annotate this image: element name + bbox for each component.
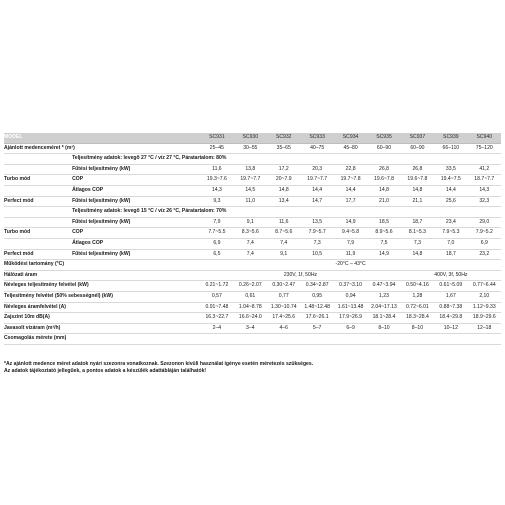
cell: 1.30~10.74 — [267, 302, 300, 313]
row-label: Átlagos COP — [72, 238, 200, 249]
row-label: Működési tartomány (°C) — [4, 260, 200, 271]
cell: 17.9~26.9 — [334, 313, 367, 324]
footnotes — [4, 361, 501, 375]
conditions-row — [4, 154, 501, 165]
cell: 6–9 — [334, 323, 367, 334]
row-label: Névleges teljesítmény felvétel (kW) — [4, 281, 200, 292]
cell: 1.12~9.33 — [468, 302, 501, 313]
cell: 14,8 — [267, 185, 300, 196]
cell: 25,6 — [434, 196, 467, 207]
cell: 19.7~7.8 — [334, 175, 367, 186]
cell: 6,9 — [468, 238, 501, 249]
cell: 1.04~8.78 — [234, 302, 267, 313]
cell: 2,10 — [468, 291, 501, 302]
cell: 20~7.9 — [267, 175, 300, 186]
cell: 0,61 — [234, 291, 267, 302]
model-name: SC940 — [468, 133, 501, 143]
model-name: SC934 — [334, 133, 367, 143]
cell: 41,2 — [468, 164, 501, 175]
cell: 12–18 — [468, 323, 501, 334]
avg-cop-row — [4, 238, 501, 249]
cell: 17,2 — [267, 164, 300, 175]
cell: 29,0 — [468, 217, 501, 228]
cell: 19.7~7.7 — [300, 175, 333, 186]
cell: 0.47~3.94 — [367, 281, 400, 292]
perfect-heating-row — [4, 249, 501, 260]
row-label: Fűtési teljesítmény (kW) — [72, 164, 200, 175]
row-label: Csomagolás mérete (mm) — [4, 334, 200, 345]
cell: 6,9 — [200, 238, 233, 249]
mode-label: Perfect mód — [4, 196, 72, 207]
cop-row — [4, 175, 501, 186]
cell: 26,8 — [367, 164, 400, 175]
cell: 40–75 — [300, 143, 333, 154]
cell: 21,1 — [401, 196, 434, 207]
model-name: SC930 — [234, 133, 267, 143]
single-phase-value: 230V, 1f, 50Hz — [200, 270, 401, 281]
cell: 2–4 — [200, 323, 233, 334]
cell: 23,4 — [434, 217, 467, 228]
operating-range-value: -20°C – 43°C — [200, 260, 501, 271]
cell: 0.30~2.47 — [267, 281, 300, 292]
cell: 14,9 — [367, 249, 400, 260]
cell: 19.7~7.7 — [234, 175, 267, 186]
header-row — [4, 133, 501, 143]
cell: 13,8 — [234, 164, 267, 175]
cell: 18.1~28.4 — [367, 313, 400, 324]
cell: 9,3 — [200, 196, 233, 207]
cell: 11,0 — [234, 196, 267, 207]
cell: 35–65 — [267, 143, 300, 154]
footnote: Az adatok tájékoztató jellegűek, a pontos adatok a készülék adattábláján találhatók! — [4, 368, 207, 375]
row-label: Névleges áramfelvétel (A) — [4, 302, 200, 313]
row-label: Átlagos COP — [72, 185, 200, 196]
cell: 30–55 — [234, 143, 267, 154]
cell: 18,5 — [367, 217, 400, 228]
three-phase-value: 400V, 3f, 50Hz — [401, 270, 501, 281]
cell: 6,5 — [200, 249, 233, 260]
footnote: *Az ajánlott medence méret adatok nyári szezonra vonatkoznak. Szezonon kívüli használat igénye esetén méretezés szükséges. — [4, 361, 314, 367]
cell: 7.9~5.3 — [434, 228, 467, 239]
cell: 14,3 — [200, 185, 233, 196]
mode-label: Turbo mód — [4, 175, 72, 186]
cell: 18.4~29.8 — [434, 313, 467, 324]
rated-power-row — [4, 281, 501, 292]
model-name: SC935 — [367, 133, 400, 143]
cell: 45–80 — [334, 143, 367, 154]
package-row — [4, 334, 501, 345]
rated-current-row — [4, 302, 501, 313]
cell: 0.26~2.07 — [234, 281, 267, 292]
cell: 18.3~28.4 — [401, 313, 434, 324]
cell: 7,4 — [267, 238, 300, 249]
cell: 10,5 — [300, 249, 333, 260]
cell: 19.3~7.6 — [200, 175, 233, 186]
cell: 14,7 — [300, 196, 333, 207]
model-name: SC937 — [401, 133, 434, 143]
cell: 18.7~7.7 — [468, 175, 501, 186]
cell: 16.3~22.7 — [200, 313, 233, 324]
cell: 8.7~5.6 — [267, 228, 300, 239]
power-supply-row — [4, 270, 501, 281]
cell: 8.9~5.6 — [367, 228, 400, 239]
cell: 17,7 — [334, 196, 367, 207]
cell: 0,57 — [200, 291, 233, 302]
cell: 8–10 — [367, 323, 400, 334]
cell: 0,95 — [300, 291, 333, 302]
cell: 14,4 — [334, 185, 367, 196]
model-name: SC933 — [300, 133, 333, 143]
model-name: SC932 — [267, 133, 300, 143]
cell: 2.04~17.13 — [367, 302, 400, 313]
cell: 10–12 — [434, 323, 467, 334]
cell: 17.6~26.1 — [300, 313, 333, 324]
cell: 18,7 — [401, 217, 434, 228]
cell: 22,8 — [334, 164, 367, 175]
operating-range-row — [4, 260, 501, 271]
avg-cop-row — [4, 185, 501, 196]
cell: 20,3 — [300, 164, 333, 175]
row-label: Fűtési teljesítmény (kW) — [72, 217, 200, 228]
model-name: SC939 — [434, 133, 467, 143]
cell: 17.4~25.6 — [267, 313, 300, 324]
cell: 7,4 — [234, 238, 267, 249]
cell: 14,4 — [434, 185, 467, 196]
cell: 14,4 — [300, 185, 333, 196]
cell: 0.91~7.48 — [200, 302, 233, 313]
row-label: COP — [72, 175, 200, 186]
model-label: MODEL — [4, 133, 200, 143]
model-name: SC931 — [200, 133, 233, 143]
row-label: COP — [72, 228, 200, 239]
cell: 14,8 — [401, 249, 434, 260]
cell: 7.7~5.5 — [200, 228, 233, 239]
cell: 7,9 — [334, 238, 367, 249]
conditions-label: Teljesítmény adatok: levegő 15 °C / víz 26 °C, Páratartalom: 70% — [72, 207, 501, 218]
cell: 19.6~7.8 — [401, 175, 434, 186]
cell: 0.72~6.01 — [401, 302, 434, 313]
cell: 8.1~5.3 — [401, 228, 434, 239]
cell: 11,6 — [200, 164, 233, 175]
cell: 18.9~29.6 — [468, 313, 501, 324]
cell: 1,28 — [401, 291, 434, 302]
cell: 7,3 — [300, 238, 333, 249]
row-label: Fűtési teljesítmény (kW) — [72, 196, 200, 207]
cell: 9,1 — [234, 217, 267, 228]
cell: 75–120 — [468, 143, 501, 154]
cell: 14,3 — [468, 185, 501, 196]
cell: 1,67 — [434, 291, 467, 302]
cell: 0.37~3.10 — [334, 281, 367, 292]
conditions-row — [4, 207, 501, 218]
cell: 7,9 — [200, 217, 233, 228]
cell: 7,3 — [401, 238, 434, 249]
cell: 9.4~5.8 — [334, 228, 367, 239]
cell: 13,4 — [267, 196, 300, 207]
row-label: Hálózati áram — [4, 270, 200, 281]
spec-table — [4, 133, 501, 345]
cell: 7,5 — [367, 238, 400, 249]
cell: 11,6 — [267, 217, 300, 228]
cell: 0.21~1.72 — [200, 281, 233, 292]
cell: 60–90 — [367, 143, 400, 154]
cell: 18,7 — [434, 249, 467, 260]
cell: 19.4~7.5 — [434, 175, 467, 186]
cell: 7.9~5.2 — [468, 228, 501, 239]
row-label: Zajszint 10m dB(A) — [4, 313, 200, 324]
cell: 14,8 — [401, 185, 434, 196]
cell: 66–110 — [434, 143, 467, 154]
power-50-row — [4, 291, 501, 302]
cell: 1,23 — [367, 291, 400, 302]
noise-row — [4, 313, 501, 324]
cell: 5–7 — [300, 323, 333, 334]
conditions-label: Teljesítmény adatok: levegő 27 °C / víz 27 °C, Páratartalom: 80% — [72, 154, 501, 165]
mode-label: Turbo mód — [4, 228, 72, 239]
cop-row — [4, 228, 501, 239]
heating-row — [4, 217, 501, 228]
cell: 32,3 — [468, 196, 501, 207]
cell: 9,1 — [267, 249, 300, 260]
cell: 23,2 — [468, 249, 501, 260]
mode-label: Perfect mód — [4, 249, 72, 260]
cell: 25–45 — [200, 143, 233, 154]
row-label: Javasolt vízáram (m³/h) — [4, 323, 200, 334]
cell: 14,9 — [334, 217, 367, 228]
cell: 60–90 — [401, 143, 434, 154]
cell: 8–10 — [401, 323, 434, 334]
pool-size-row — [4, 143, 501, 154]
cell: 0.50~4.16 — [401, 281, 434, 292]
cell: 19.6~7.8 — [367, 175, 400, 186]
row-label: Fűtési teljesítmény (kW) — [72, 249, 200, 260]
spec-sheet — [4, 133, 501, 345]
cell: 1.61~13.48 — [334, 302, 367, 313]
cell: 16.6~24.0 — [234, 313, 267, 324]
cell: 26,8 — [401, 164, 434, 175]
row-label: Teljesítmény felvétel (50% sebességnél) (kW) — [4, 291, 200, 302]
cell: 0.77~6.44 — [468, 281, 501, 292]
cell: 0,94 — [334, 291, 367, 302]
cell: 21,0 — [367, 196, 400, 207]
cell: 11,9 — [334, 249, 367, 260]
cell: 0,77 — [267, 291, 300, 302]
cell: 0.61~5.09 — [434, 281, 467, 292]
perfect-heating-row — [4, 196, 501, 207]
cell: 14,8 — [367, 185, 400, 196]
cell: 0.34~2.87 — [300, 281, 333, 292]
cell: 7.9~5.7 — [300, 228, 333, 239]
cell: 13,5 — [300, 217, 333, 228]
cell: 1.48~12.48 — [300, 302, 333, 313]
cell: 7,0 — [434, 238, 467, 249]
row-label: Ajánlott medenceméret * (m³) — [4, 143, 200, 154]
water-flow-row — [4, 323, 501, 334]
cell: 3–4 — [234, 323, 267, 334]
cell: 0.88~7.38 — [434, 302, 467, 313]
heating-row — [4, 164, 501, 175]
cell: 4–6 — [267, 323, 300, 334]
cell: 8.3~5.6 — [234, 228, 267, 239]
cell: 14,5 — [234, 185, 267, 196]
cell: 7,4 — [234, 249, 267, 260]
cell: 33,5 — [434, 164, 467, 175]
